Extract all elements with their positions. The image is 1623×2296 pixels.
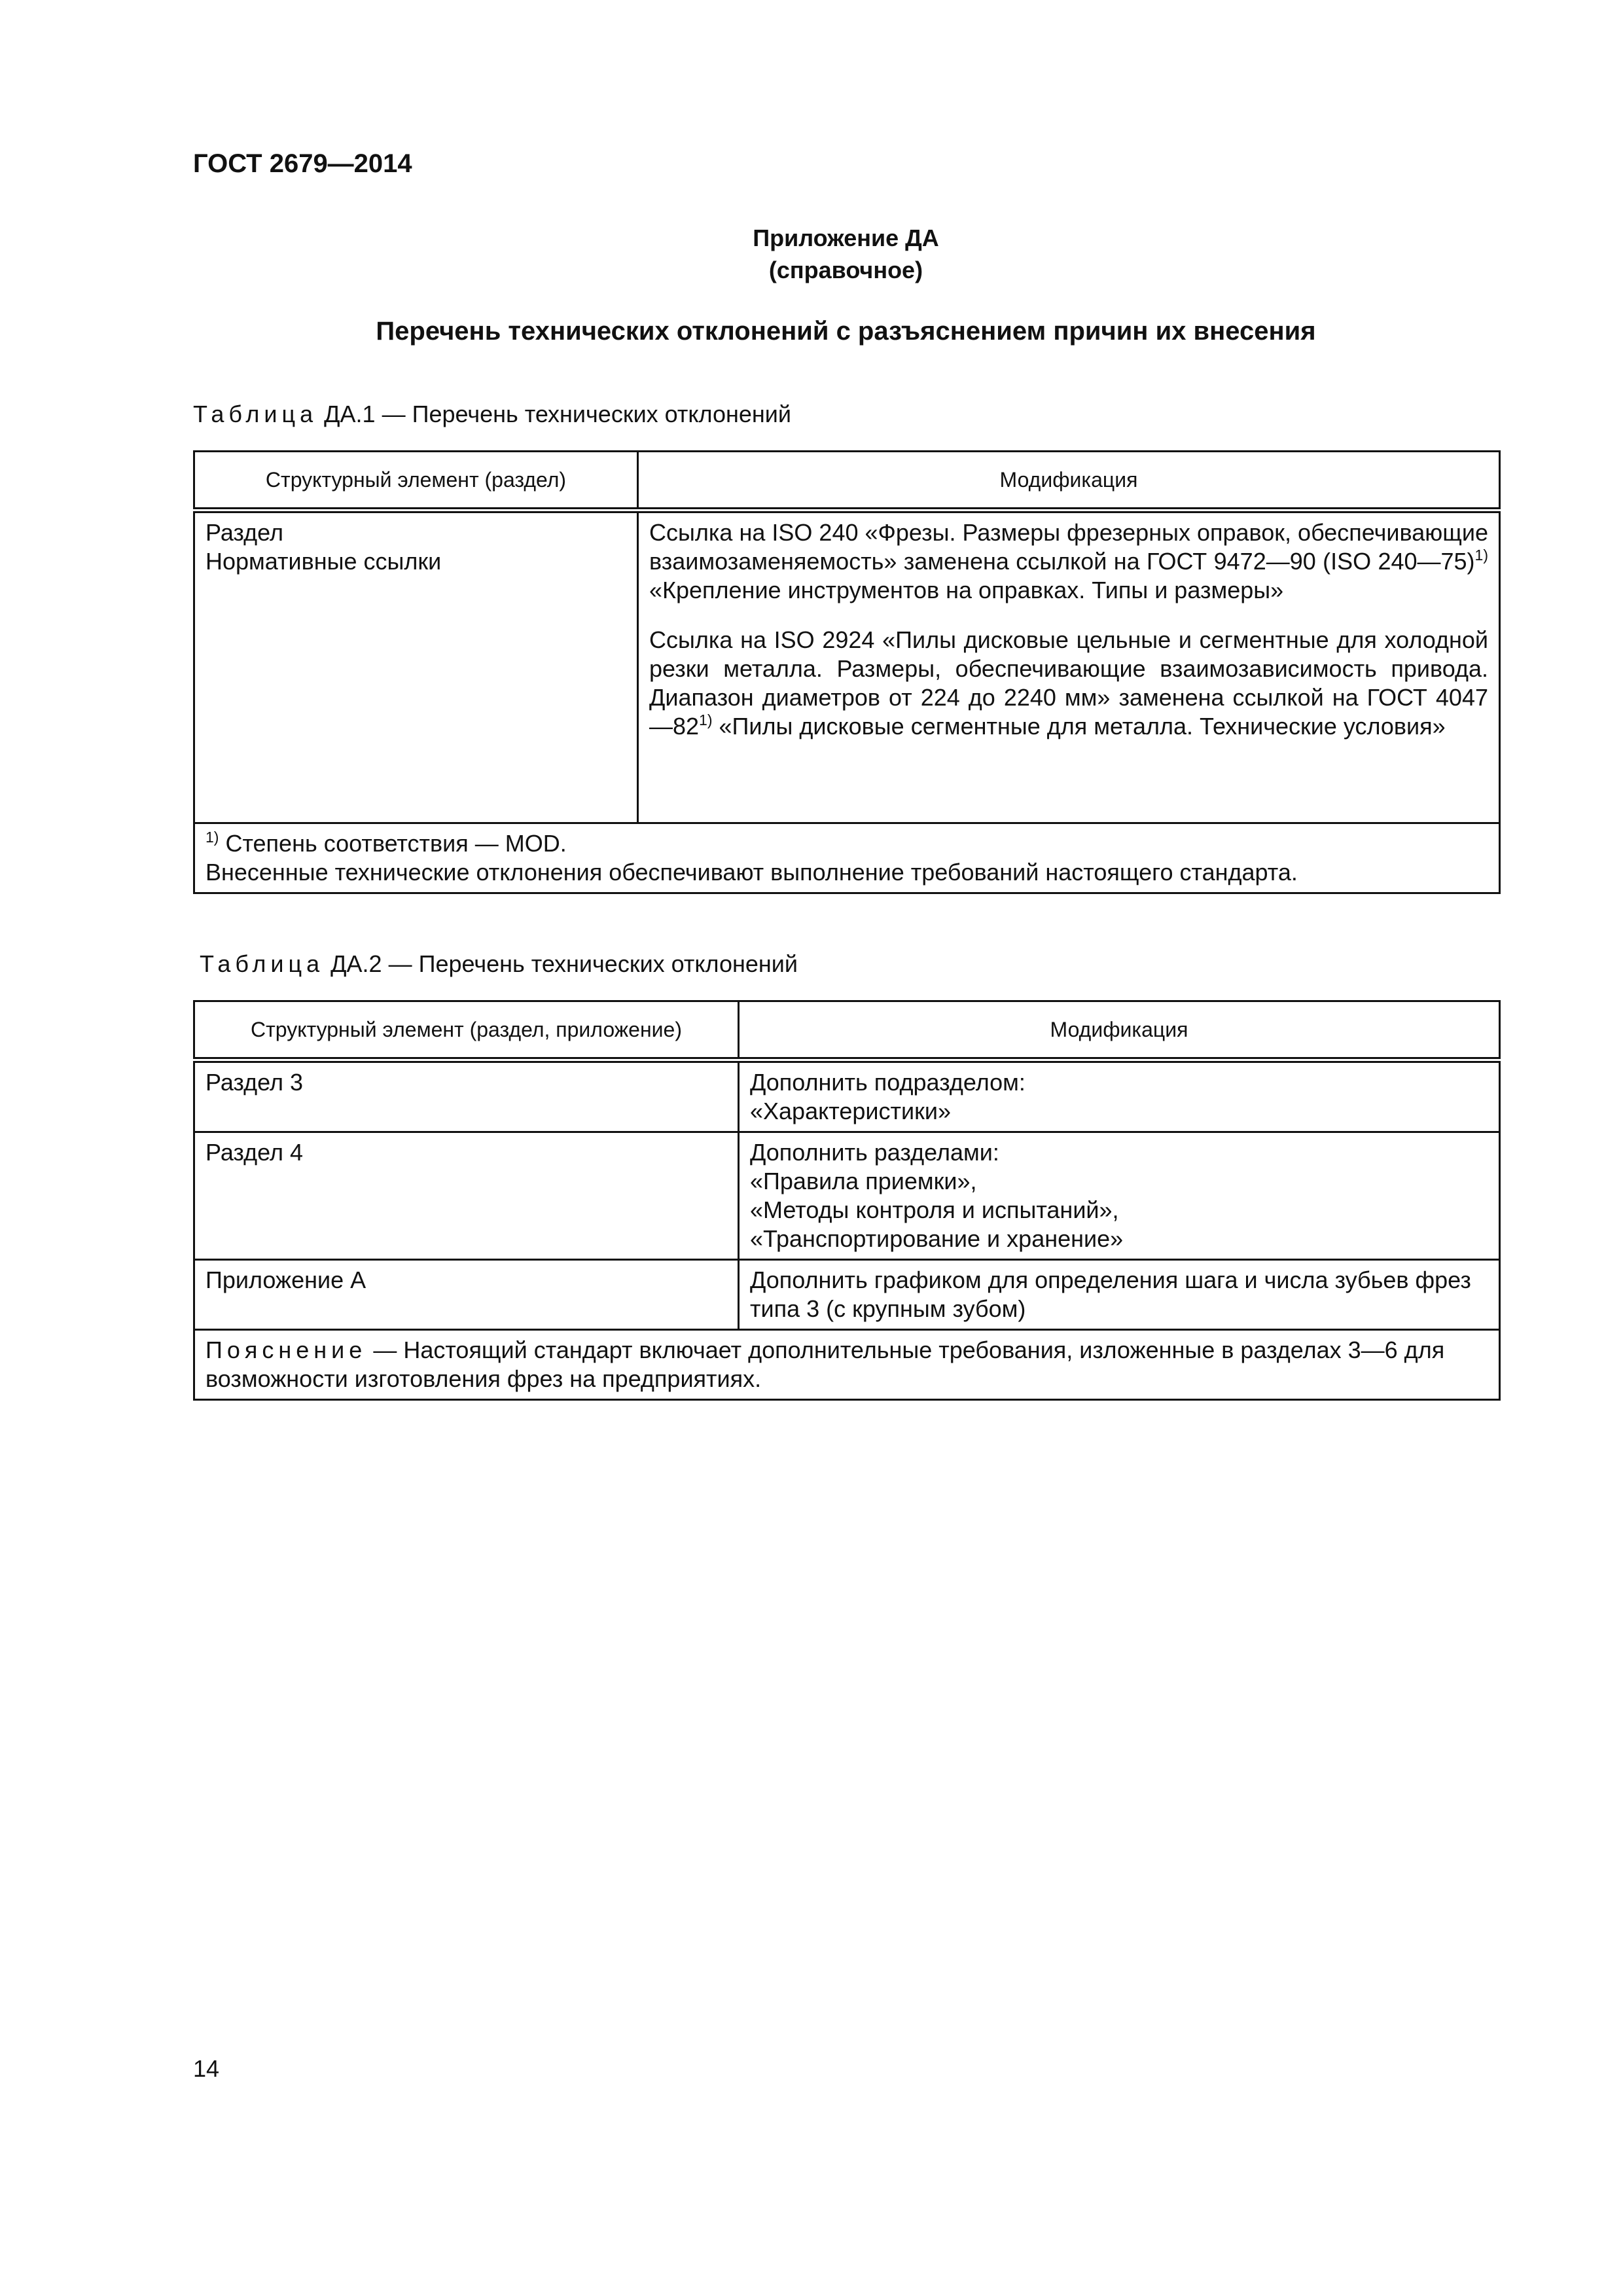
modification-text: Ссылка на ISO 2924 «Пилы дисковые цельные и сегментные для холодной резки металла. Размеры, обеспечивающие взаимозависимость привода. Диапазон диаметров от 224 до 2240 мм» заменена ссылкой на ГОСТ 4047—82 (649, 626, 1488, 740)
table2-caption (200, 950, 798, 978)
footnote-marker: 1) (205, 829, 219, 846)
footnote-text: Степень соответствия — MOD. (219, 830, 567, 857)
modification-line: «Правила приемки», (750, 1168, 977, 1194)
note-row (194, 1330, 1500, 1400)
section-title: Перечень технических отклонений с разъяснением причин их внесения (376, 317, 1316, 346)
deviations-table-2 (193, 1000, 1501, 1401)
table2-caption-prefix: Таблица (200, 950, 325, 977)
table1-caption-prefix: Таблица (193, 401, 318, 427)
modification-cell (739, 1060, 1500, 1132)
table-row (194, 511, 1500, 823)
note-text: — Настоящий стандарт включает дополнительные требования, изложенные в разделах 3—6 для возможности изготовления фрез на предприятиях. (205, 1336, 1445, 1392)
footnote-cell (194, 823, 1500, 893)
footnote-line: Внесенные технические отклонения обеспечивают выполнение требований настоящего стандарта. (205, 859, 1298, 886)
table-row (194, 1060, 1500, 1132)
modification-line: Дополнить графиком для определения шага и числа зубьев фрез (750, 1266, 1471, 1293)
element-line: Нормативные ссылки (205, 548, 442, 575)
column-header-element: Структурный элемент (раздел, приложение) (194, 1001, 739, 1060)
note-cell (194, 1330, 1500, 1400)
table1-caption (193, 401, 791, 428)
page-number: 14 (193, 2055, 220, 2082)
note-prefix: Пояснение (205, 1336, 367, 1363)
appendix-type: (справочное) (768, 257, 923, 283)
element-cell (194, 511, 638, 823)
modification-cell (739, 1260, 1500, 1330)
footnote-marker: 1) (699, 711, 713, 728)
element-cell: Раздел 4 (194, 1132, 739, 1260)
table-header-row (194, 1001, 1500, 1060)
document-code: ГОСТ 2679—2014 (193, 149, 412, 178)
modification-cell (638, 511, 1500, 823)
footnote-row (194, 823, 1500, 893)
modification-line: «Методы контроля и испытаний», (750, 1196, 1119, 1223)
modification-paragraph (649, 518, 1488, 605)
modification-line: «Транспортирование и хранение» (750, 1225, 1124, 1252)
modification-line: «Характеристики» (750, 1098, 951, 1124)
element-cell: Раздел 3 (194, 1060, 739, 1132)
table2-caption-text: ДА.2 — Перечень технических отклонений (324, 950, 798, 977)
table-header-row (194, 452, 1500, 511)
footnote-line (205, 829, 1488, 858)
modification-text: Ссылка на ISO 240 «Фрезы. Размеры фрезерных оправок, обеспечивающие взаимозаменяемость» заменена ссылкой на ГОСТ 9472—90 (ISO 240—75) (649, 519, 1488, 575)
modification-line: типа 3 (с крупным зубом) (750, 1295, 1026, 1322)
modification-text: «Крепление инструментов на оправках. Типы и размеры» (649, 577, 1284, 603)
element-cell: Приложение А (194, 1260, 739, 1330)
column-header-element: Структурный элемент (раздел) (194, 452, 638, 511)
table1-caption-text: ДА.1 — Перечень технических отклонений (317, 401, 791, 427)
modification-cell (739, 1132, 1500, 1260)
modification-line: Дополнить подразделом: (750, 1069, 1026, 1096)
element-line: Раздел (205, 519, 283, 546)
deviations-table-1 (193, 450, 1501, 894)
appendix-title: Приложение ДА (753, 224, 939, 251)
modification-text: «Пилы дисковые сегментные для металла. Технические условия» (712, 713, 1446, 740)
table-row (194, 1132, 1500, 1260)
table-row (194, 1260, 1500, 1330)
modification-paragraph (649, 626, 1488, 741)
modification-line: Дополнить разделами: (750, 1139, 999, 1166)
column-header-modification: Модификация (739, 1001, 1500, 1060)
footnote-marker: 1) (1474, 547, 1488, 564)
column-header-modification: Модификация (638, 452, 1500, 511)
